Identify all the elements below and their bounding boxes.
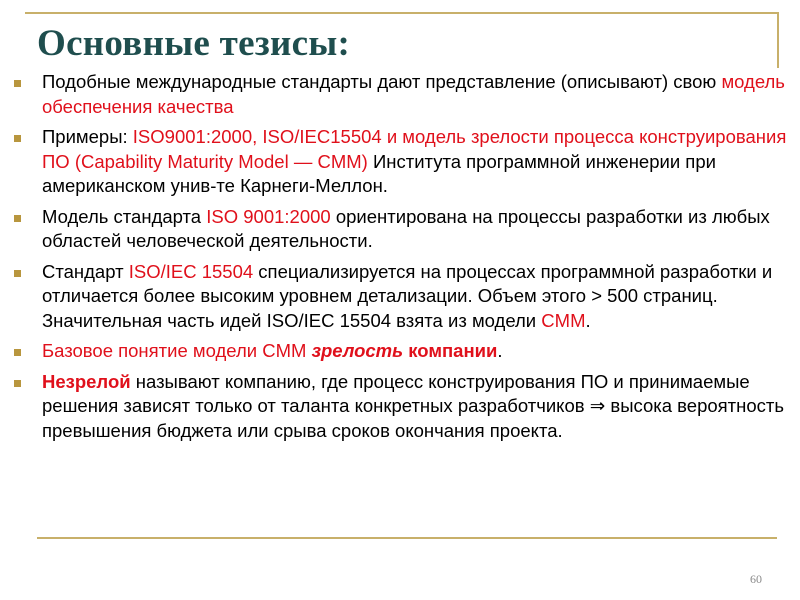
- page-number: 60: [750, 572, 762, 586]
- bullet-text-segment: ориентирована на процессы разработки из любых областей человеческой деятельности.: [42, 205, 770, 251]
- bullet-text-segment: .: [497, 340, 503, 361]
- bullet-text-segment: Института программной инженерии при американском унив-те Карнеги-Меллон.: [42, 150, 716, 196]
- bullet-item: [12, 260, 787, 334]
- bullet-item: [12, 125, 787, 199]
- bullet-marker-icon: [14, 135, 21, 142]
- bullet-text-segment: Стандарт: [42, 260, 129, 282]
- bullet-marker-icon: [14, 380, 21, 387]
- bullet-text-segment: ISO 9001:2000: [206, 205, 331, 227]
- bullet-text-segment: ISO9001:2000, ISO/IEC15504 и модель зрелости процесса конструирования ПО (Capability Maturity Model — CMM): [42, 126, 787, 172]
- bullet-item: [12, 205, 787, 254]
- bullet-marker-icon: [14, 80, 21, 87]
- bullet-text-segment: ISO/IEC 15504: [128, 260, 254, 282]
- slide-title: Основные тезисы:: [37, 23, 351, 64]
- bullet-text-segment: .: [585, 309, 591, 331]
- bullet-item: [12, 70, 787, 119]
- bullet-text-segment: Подобные международные стандарты дают представление (описывают) свою: [42, 71, 722, 92]
- bullet-text-segment: Модель стандарта: [42, 205, 207, 227]
- bullet-text-segment: называют компанию, где процесс конструирования ПО и принимаемые решения зависят только от таланта конкретных разработчиков ⇒ высока вероятность превышения бюджета или срыва сроков окончания проекта.: [42, 370, 785, 441]
- bullet-marker-icon: [14, 349, 21, 356]
- bullet-text-segment: Базовое понятие модели CMM: [42, 340, 312, 361]
- bottom-divider: [37, 537, 777, 539]
- bullet-text-segment: CMM: [541, 309, 586, 331]
- bullet-text-segment: модель обеспечения качества: [42, 71, 785, 117]
- bullet-text-segment: Примеры:: [42, 126, 133, 147]
- bullet-text-segment: компании: [408, 340, 498, 361]
- bullet-marker-icon: [14, 215, 21, 222]
- bullet-marker-icon: [14, 270, 21, 277]
- bullet-text-segment: специализируется на процессах программной разработки и отличается более высоким уровнем детализации. Объем этого > 500 страниц. Значительная часть идей ISO/IEC 15504 взята из модели: [42, 260, 773, 331]
- bullet-text-segment: зрелость: [311, 340, 404, 361]
- bullet-item: [12, 370, 787, 444]
- bullet-list: [12, 70, 787, 449]
- bullet-item: [12, 339, 787, 364]
- bullet-text-segment: Незрелой: [42, 370, 131, 392]
